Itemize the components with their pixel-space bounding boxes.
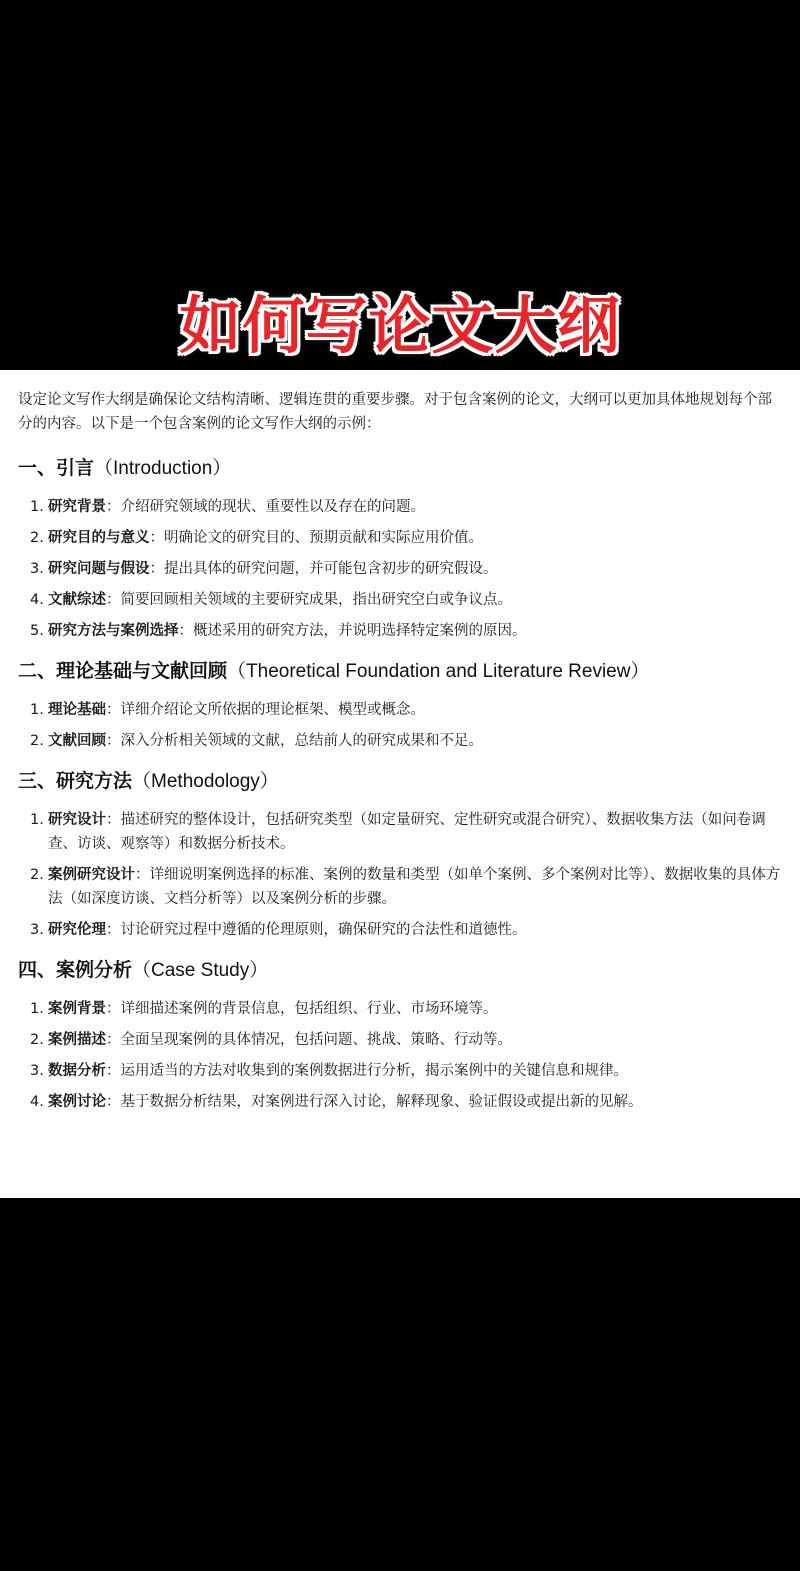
section-list <box>18 698 784 753</box>
list-item-term: 研究伦理 <box>48 922 106 938</box>
list-item-description: ：明确论文的研究目的、预期贡献和实际应用价值。 <box>149 530 483 546</box>
list-item-term: 研究目的与意义 <box>48 530 150 546</box>
list-item-number: 4. <box>30 1094 44 1110</box>
list-item-description: ：基于数据分析结果，对案例进行深入讨论，解释现象、验证假设或提出新的见解。 <box>106 1094 643 1110</box>
banner-title: 如何写论文大纲 <box>179 289 621 362</box>
list-item <box>18 808 784 856</box>
list-item-number: 5. <box>30 623 44 639</box>
list-item-term: 文献综述 <box>48 592 106 608</box>
list-item <box>18 1028 784 1052</box>
section-heading <box>18 956 784 985</box>
list-item-term: 研究问题与假设 <box>48 561 150 577</box>
list-item-term: 研究方法与案例选择 <box>48 623 179 639</box>
list-item <box>18 495 784 519</box>
list-item-description: ：简要回顾相关领域的主要研究成果，指出研究空白或争议点。 <box>106 592 512 608</box>
list-item <box>18 557 784 581</box>
list-item-term: 案例讨论 <box>48 1094 106 1110</box>
section-heading <box>18 767 784 796</box>
section-heading-en: （Introduction） <box>94 458 232 479</box>
list-item-number: 2. <box>30 530 44 546</box>
list-item-description: ：运用适当的方法对收集到的案例数据进行分析，揭示案例中的关键信息和规律。 <box>106 1063 628 1079</box>
section-heading-en: （Case Study） <box>132 960 269 981</box>
list-item-description: ：深入分析相关领域的文献，总结前人的研究成果和不足。 <box>106 733 483 749</box>
section-list <box>18 808 784 942</box>
section-list <box>18 997 784 1114</box>
section-heading-cn: 四、案例分析 <box>18 959 133 981</box>
list-item <box>18 863 784 911</box>
list-item-term: 案例描述 <box>48 1032 106 1048</box>
section-heading <box>18 657 784 686</box>
intro-paragraph: 设定论文写作大纲是确保论文结构清晰、逻辑连贯的重要步骤。对于包含案例的论文，大纲可以更加具体地规划每个部分的内容。以下是一个包含案例的论文写作大纲的示例： <box>18 392 772 432</box>
list-item <box>18 729 784 753</box>
list-item-description: ：介绍研究领域的现状、重要性以及存在的问题。 <box>106 499 425 515</box>
section-heading-cn: 三、研究方法 <box>18 770 133 792</box>
list-item-number: 3. <box>30 922 44 938</box>
list-item-number: 2. <box>30 733 44 749</box>
list-item-term: 理论基础 <box>48 702 106 718</box>
list-item-description: ：全面呈现案例的具体情况，包括问题、挑战、策略、行动等。 <box>106 1032 512 1048</box>
list-item-term: 研究背景 <box>48 499 106 515</box>
list-item <box>18 698 784 722</box>
list-item-term: 案例研究设计 <box>48 867 135 883</box>
list-item-number: 2. <box>30 867 44 883</box>
list-item-number: 1. <box>30 702 44 718</box>
list-item <box>18 997 784 1021</box>
list-item-number: 3. <box>30 1063 44 1079</box>
section-heading-cn: 一、引言 <box>18 457 95 479</box>
list-item-description: ：概述采用的研究方法，并说明选择特定案例的原因。 <box>178 623 527 639</box>
sections-container <box>18 454 784 1114</box>
list-item-description: ：提出具体的研究问题，并可能包含初步的研究假设。 <box>149 561 498 577</box>
list-item-description: ：详细介绍论文所依据的理论框架、模型或概念。 <box>106 702 425 718</box>
section-heading <box>18 454 784 483</box>
list-item-number: 2. <box>30 1032 44 1048</box>
list-item-number: 1. <box>30 499 44 515</box>
list-item <box>18 619 784 643</box>
list-item-term: 案例背景 <box>48 1001 106 1017</box>
list-item-number: 1. <box>30 812 44 828</box>
list-item <box>18 1059 784 1083</box>
list-item-term: 研究设计 <box>48 812 106 828</box>
list-item <box>18 526 784 550</box>
list-item <box>18 588 784 612</box>
bottom-black-band <box>0 1198 800 1571</box>
list-item <box>18 918 784 942</box>
list-item-description: ：详细描述案例的背景信息，包括组织、行业、市场环境等。 <box>106 1001 498 1017</box>
list-item-term: 数据分析 <box>48 1063 106 1079</box>
list-item <box>18 1090 784 1114</box>
section-list <box>18 495 784 643</box>
list-item-term: 文献回顾 <box>48 733 106 749</box>
section-heading-en: （Theoretical Foundation and Literature Review） <box>227 661 650 682</box>
section-heading-cn: 二、理论基础与文献回顾 <box>18 660 228 682</box>
document-body <box>0 370 800 1198</box>
list-item-description: ：详细说明案例选择的标准、案例的数量和类型（如单个案例、多个案例对比等）、数据收集的具体方法（如深度访谈、文档分析等）以及案例分析的步骤。 <box>48 867 781 907</box>
list-item-number: 3. <box>30 561 44 577</box>
section-heading-en: （Methodology） <box>132 771 279 792</box>
list-item-number: 1. <box>30 1001 44 1017</box>
list-item-description: ：讨论研究过程中遵循的伦理原则，确保研究的合法性和道德性。 <box>106 922 527 938</box>
list-item-number: 4. <box>30 592 44 608</box>
list-item-description: ：描述研究的整体设计，包括研究类型（如定量研究、定性研究或混合研究）、数据收集方法（如问卷调查、访谈、观察等）和数据分析技术。 <box>48 812 766 852</box>
